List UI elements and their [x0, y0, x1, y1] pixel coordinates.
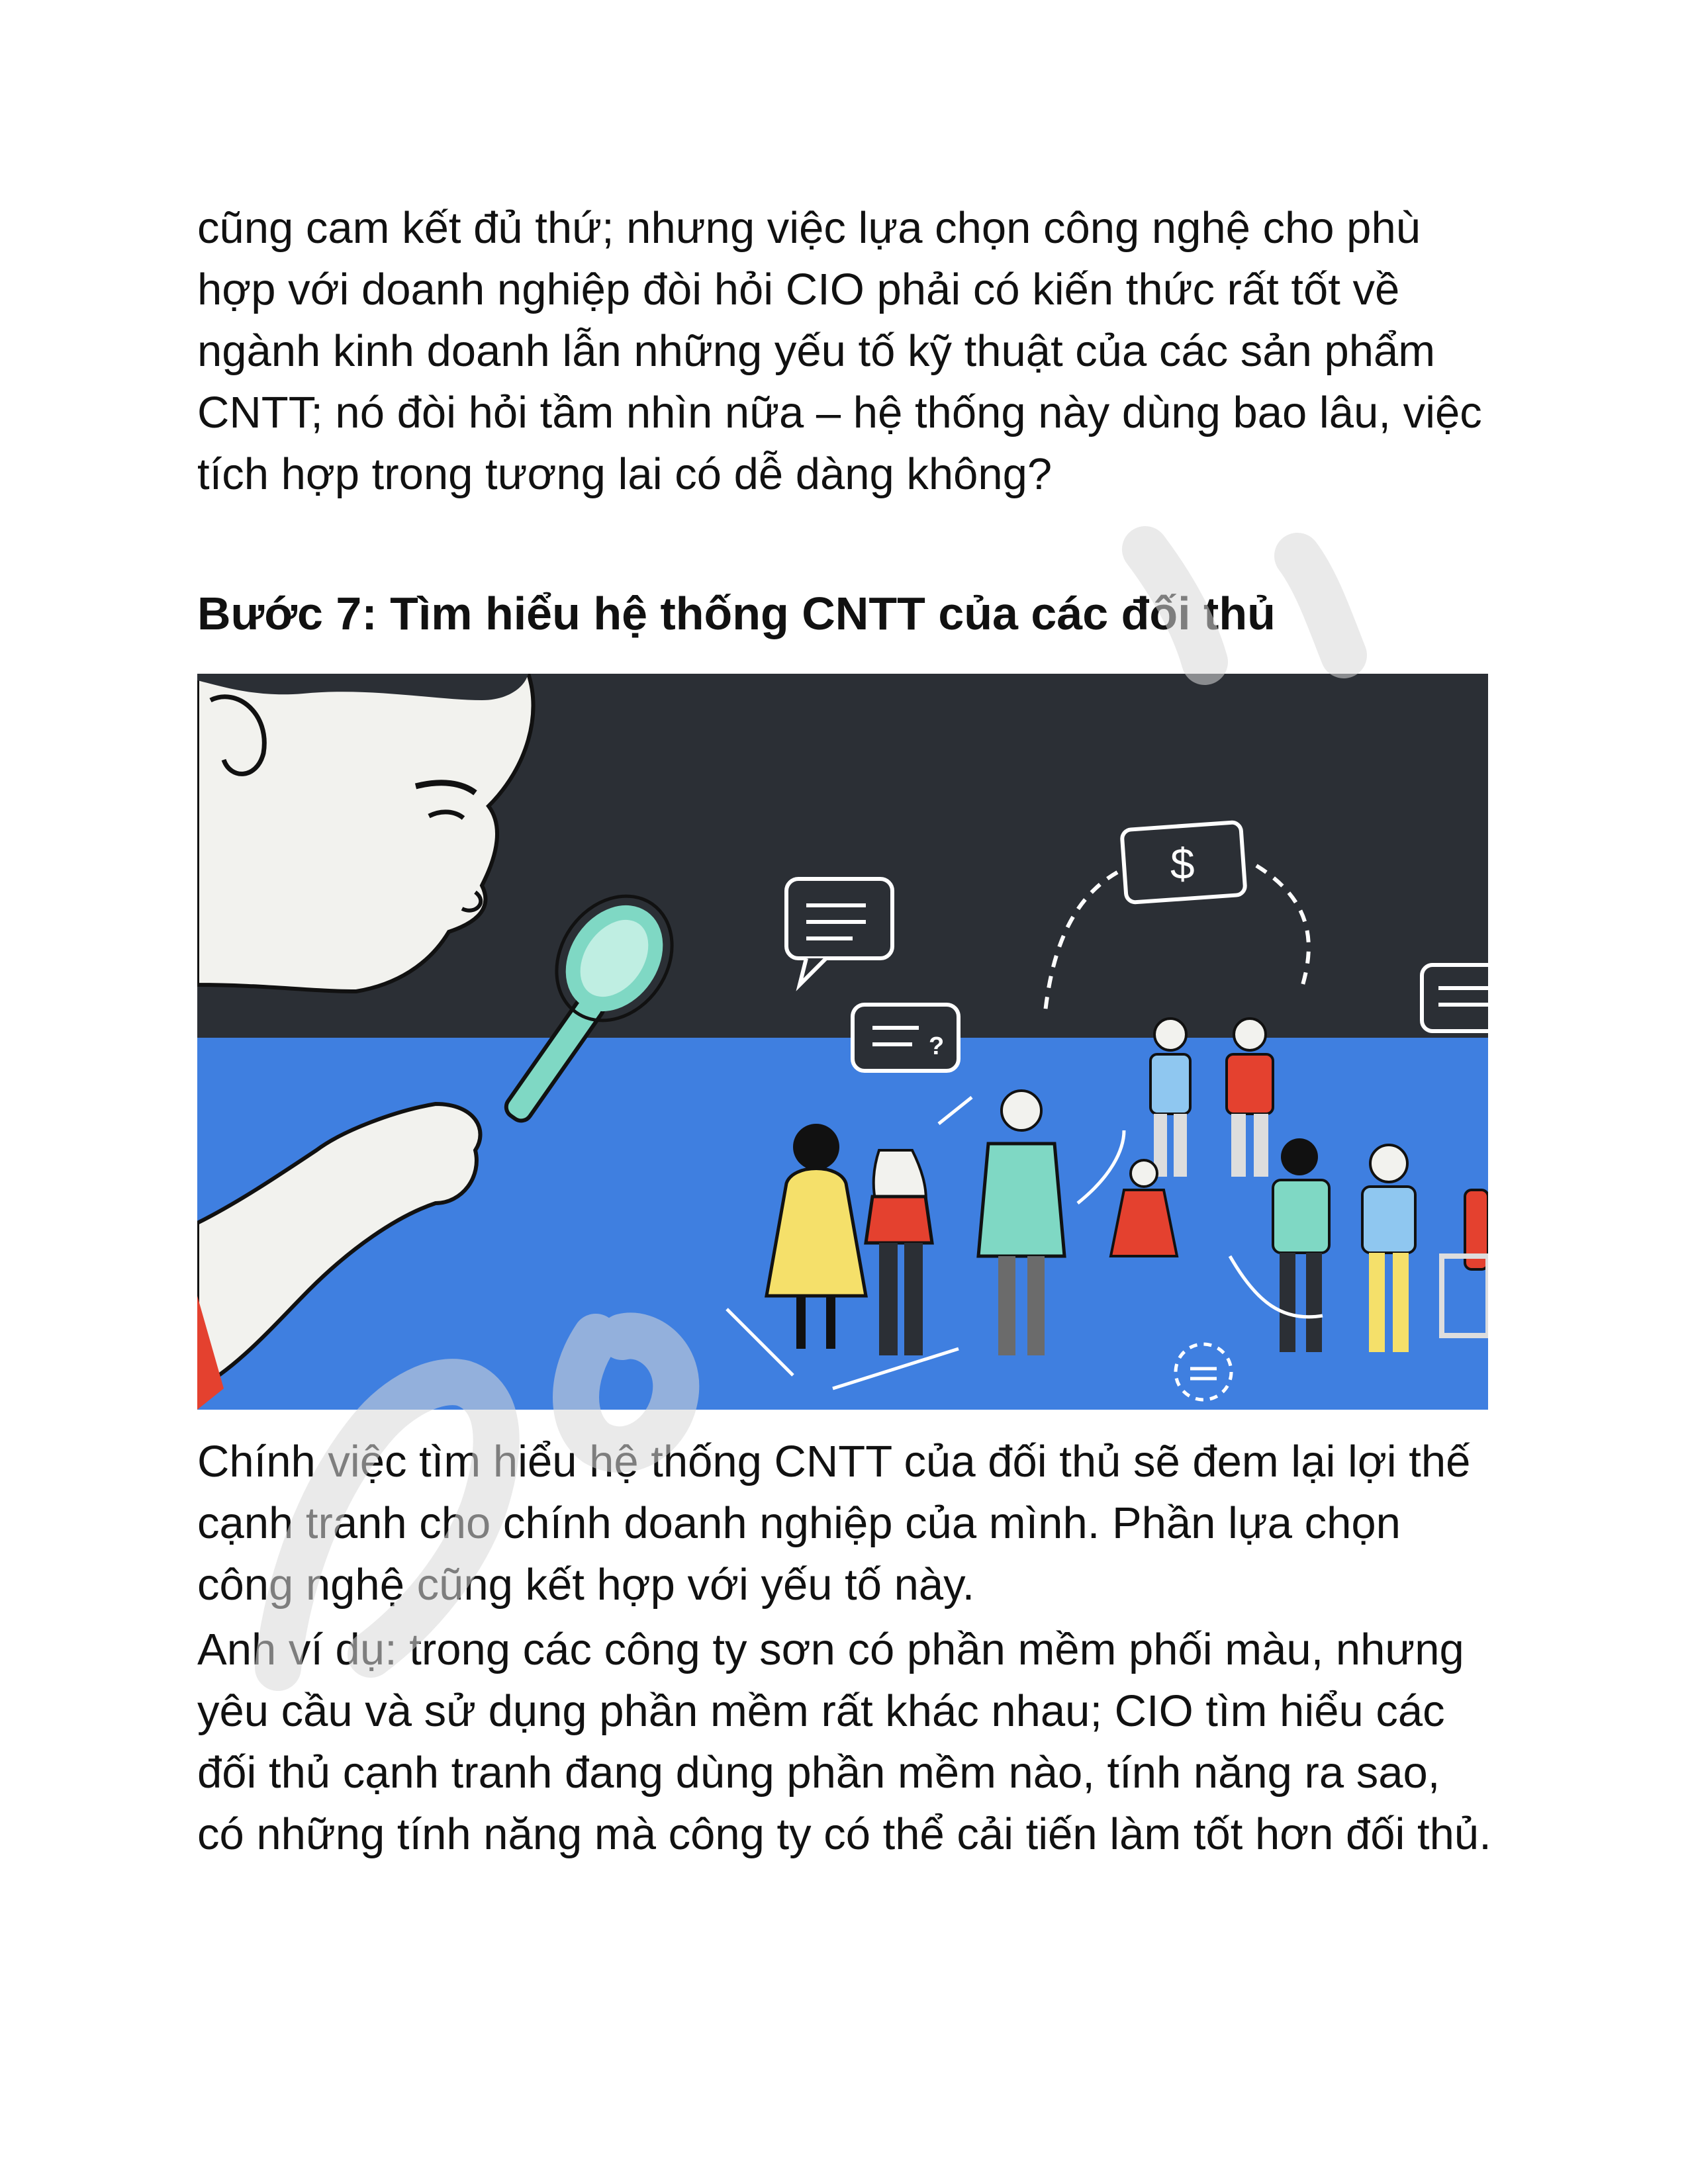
paragraph-competitive-advantage: Chính việc tìm hiểu hệ thống CNTT của đối thủ sẽ đem lại lợi thế cạnh tranh cho chính doanh nghiệp của mình. Phần lựa chọn công nghệ cũng kết hợp với yếu tố này.: [197, 1437, 1471, 1610]
speech-bubble-icon: [1422, 965, 1488, 1031]
money-sign-icon: [1121, 822, 1245, 903]
question-bubble-icon: [853, 1005, 959, 1071]
article-illustration: [197, 674, 1488, 1410]
illustration-scene: [197, 674, 1488, 1410]
section-heading: Bước 7: Tìm hiểu hệ thống CNTT của các đối thủ: [197, 588, 1276, 639]
dollar-label: $: [1170, 839, 1195, 888]
paragraph-example: Anh ví dụ: trong các công ty sơn có phần mềm phối màu, nhưng yêu cầu và sử dụng phần mềm rất khác nhau; CIO tìm hiểu các đối thủ cạnh tranh đang dùng phần mềm nào, tính năng ra sao, có những tính năng mà công ty có thể cải tiến làm tốt hơn đối thủ.: [197, 1625, 1491, 1859]
question-mark: ?: [929, 1032, 945, 1060]
paragraph-intro: cũng cam kết đủ thứ; nhưng việc lựa chọn công nghệ cho phù hợp với doanh nghiệp đòi hỏi CIO phải có kiến thức rất tốt về ngành kinh doanh lẫn những yếu tố kỹ thuật của các sản phẩm CNTT; nó đòi hỏi tầm nhìn nữa – hệ thống này dùng bao lâu, việc tích hợp trong tương lai có dễ dàng không?: [197, 203, 1482, 499]
